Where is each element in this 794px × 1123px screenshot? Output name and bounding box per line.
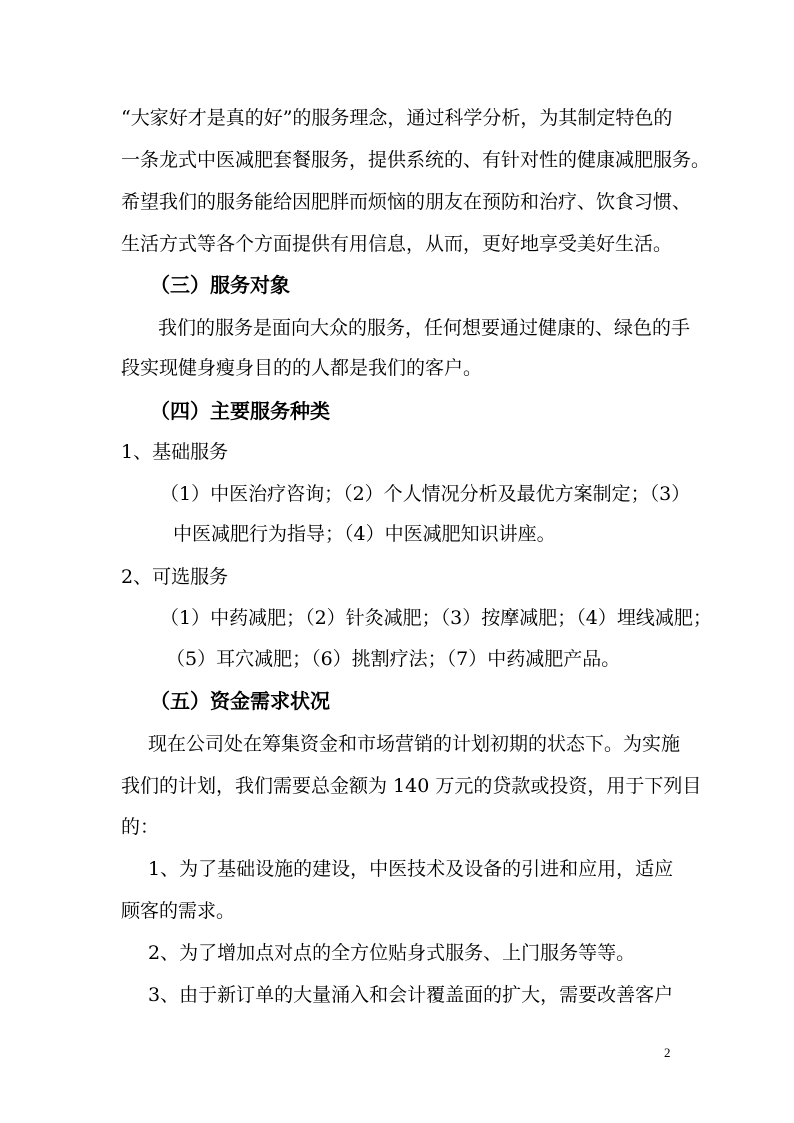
basic-services-line-2: 中医减肥行为指导；（4）中医减肥知识讲座。 [173, 523, 556, 545]
funding-item-1-line-1: 1、为了基础设施的建设，中医技术及设备的引进和应用，适应 [148, 858, 674, 880]
funding-item-2: 2、为了增加点对点的全方位贴身式服务、上门服务等等。 [148, 942, 636, 964]
section-3-heading: （三）服务对象 [150, 273, 290, 297]
intro-line-2: 一条龙式中医减肥套餐服务，提供系统的、有针对性的健康减肥服务。 [121, 149, 711, 171]
funding-item-3: 3、由于新订单的大量涌入和会计覆盖面的扩大，需要改善客户 [148, 984, 674, 1006]
section-5-line-3: 的： [121, 816, 160, 838]
intro-line-1: “大家好才是真的好”的服务理念，通过科学分析，为其制定特色的 [121, 107, 673, 129]
funding-item-1-line-2: 顾客的需求。 [121, 900, 236, 922]
intro-line-4: 生活方式等各个方面提供有用信息，从而，更好地享受美好生活。 [121, 233, 673, 255]
section-4-heading: （四）主要服务种类 [150, 399, 330, 423]
basic-services-title: 1、基础服务 [121, 441, 229, 463]
page-number: 2 [664, 1045, 671, 1060]
intro-line-3: 希望我们的服务能给因肥胖而烦恼的朋友在预防和治疗、饮食习惯、 [121, 191, 692, 213]
basic-services-line-1: （1）中医治疗咨询；（2）个人情况分析及最优方案制定；（3） [160, 483, 691, 505]
optional-services-line-2: （5）耳穴减肥；（6）挑割疗法；（7）中药减肥产品。 [166, 648, 621, 670]
optional-services-title: 2、可选服务 [121, 566, 229, 588]
optional-services-line-1: （1）中药减肥；（2）针灸减肥；（3）按摩减肥；（4）埋线减肥； [160, 607, 712, 629]
section-5-heading: （五）资金需求状况 [150, 689, 330, 713]
section-5-line-1: 现在公司处在筹集资金和市场营销的计划初期的状态下。为实施 [148, 733, 681, 755]
section-5-line-2: 我们的计划，我们需要总金额为 140 万元的贷款或投资，用于下列目 [121, 775, 702, 797]
section-3-line-2: 段实现健身瘦身目的的人都是我们的客户。 [121, 357, 483, 379]
section-3-line-1: 我们的服务是面向大众的服务，任何想要通过健康的、绿色的手 [158, 317, 691, 339]
